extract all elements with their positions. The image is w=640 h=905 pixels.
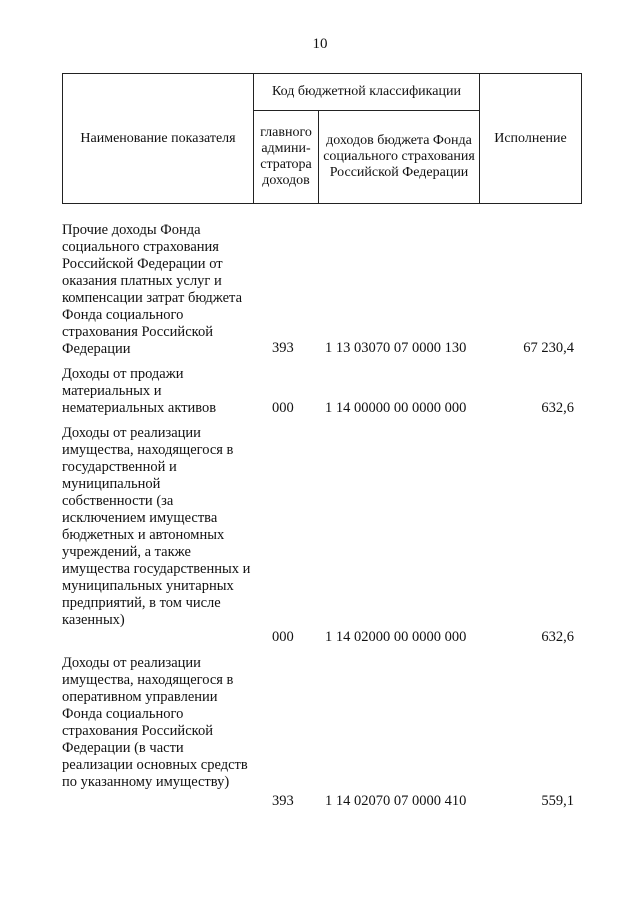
table-row [62, 366, 582, 417]
row-classification-code: 1 14 02000 00 0000 000 [325, 629, 467, 645]
row-admin-code: 000 [272, 400, 294, 416]
row-name: Доходы от продажи материальных и нематериальных активов [62, 366, 217, 416]
row-amount: 632,6 [541, 629, 574, 645]
table-header [62, 73, 582, 204]
row-admin-code: 000 [272, 629, 294, 645]
row-name: Доходы от реализации имущества, находящегося в государственной и муниципальной собственности (за исключением имущества бюджетных и автономных учреждений, а также имущества государственных и муниципальных унитарных предприятий, в том числе казенных) [62, 425, 251, 628]
table-row [62, 655, 582, 810]
row-name: Прочие доходы Фонда социального страхования Российской Федерации от оказания платных услуг и компенсации затрат бюджета Фонда социального страхования Российской Федерации [62, 222, 243, 357]
table-row [62, 222, 582, 357]
header-execution: Исполнение [494, 130, 567, 146]
row-name: Доходы от реализации имущества, находящегося в оперативном управлении Фонда социального страхования Российской Федерации (в части реализации основных средств по указанному имуществу) [62, 655, 248, 790]
row-classification-code: 1 13 03070 07 0000 130 [325, 340, 467, 356]
row-amount: 632,6 [541, 400, 574, 416]
row-amount: 67 230,4 [523, 340, 574, 356]
table-row [62, 425, 582, 646]
page-number: 10 [312, 36, 328, 52]
row-admin-code: 393 [272, 340, 294, 356]
row-classification-code: 1 14 00000 00 0000 000 [325, 400, 467, 416]
header-name: Наименование показателя [63, 74, 254, 203]
row-amount: 559,1 [541, 793, 574, 809]
header-code-group: Код бюджетной классификации [254, 74, 480, 111]
row-classification-code: 1 14 02070 07 0000 410 [325, 793, 467, 809]
row-admin-code: 393 [272, 793, 294, 809]
header-revenue: доходов бюджета Фонда социального страхования Российской Федерации [319, 111, 480, 203]
header-admin: главного админи-стратора доходов [254, 111, 319, 203]
